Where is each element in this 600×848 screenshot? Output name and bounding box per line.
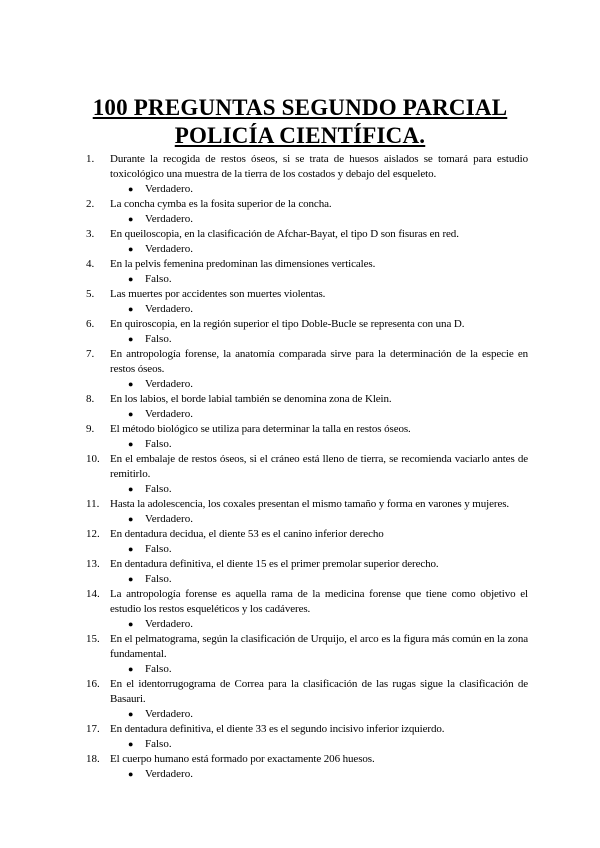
question-item xyxy=(0,632,600,677)
answer-row xyxy=(0,662,600,677)
question-number: 14. xyxy=(86,588,100,600)
bullet-icon: ● xyxy=(128,619,134,629)
question-number: 7. xyxy=(86,348,95,360)
question-item xyxy=(0,587,600,632)
question-text: En el embalaje de restos óseos, si el cráneo está lleno de tierra, se recomienda vaciarlo antes de remitirlo. xyxy=(110,453,528,480)
question-text: En los labios, el borde labial también se denomina zona de Klein. xyxy=(110,393,392,405)
answer-row xyxy=(0,542,600,557)
bullet-icon: ● xyxy=(128,379,134,389)
question-number: 8. xyxy=(86,393,95,405)
question-item xyxy=(0,152,600,197)
question-number: 9. xyxy=(86,423,95,435)
answer-row xyxy=(0,617,600,632)
question-text: La concha cymba es la fosita superior de la concha. xyxy=(110,198,332,210)
bullet-icon: ● xyxy=(128,739,134,749)
question-item xyxy=(0,752,600,782)
answer-text: Verdadero. xyxy=(145,513,193,525)
question-item xyxy=(0,317,600,347)
bullet-icon: ● xyxy=(128,544,134,554)
question-item xyxy=(0,392,600,422)
answer-row xyxy=(0,707,600,722)
document-title-line-1: 100 PREGUNTAS SEGUNDO PARCIAL xyxy=(92,95,508,120)
answer-row xyxy=(0,482,600,497)
question-number: 13. xyxy=(86,558,100,570)
question-item xyxy=(0,257,600,287)
question-text: En el pelmatograma, según la clasificación de Urquijo, el arco es la figura más común en la zona fundamental. xyxy=(110,633,528,660)
question-text: Las muertes por accidentes son muertes violentas. xyxy=(110,288,326,300)
answer-text: Falso. xyxy=(145,438,172,450)
question-text: En dentadura definitiva, el diente 15 es el primer premolar superior derecho. xyxy=(110,558,439,570)
question-text: El método biológico se utiliza para determinar la talla en restos óseos. xyxy=(110,423,411,435)
answer-row xyxy=(0,512,600,527)
question-item xyxy=(0,287,600,317)
question-number: 16. xyxy=(86,678,100,690)
question-number: 15. xyxy=(86,633,100,645)
document-title-line-2: POLICÍA CIENTÍFICA. xyxy=(174,123,426,148)
question-text: En antropología forense, la anatomía comparada sirve para la determinación de la especie en restos óseos. xyxy=(110,348,528,375)
question-number: 11. xyxy=(86,498,100,510)
bullet-icon: ● xyxy=(128,409,134,419)
bullet-icon: ● xyxy=(128,334,134,344)
answer-text: Falso. xyxy=(145,273,172,285)
question-item xyxy=(0,197,600,227)
answer-text: Verdadero. xyxy=(145,183,193,195)
question-number: 10. xyxy=(86,453,100,465)
bullet-icon: ● xyxy=(128,514,134,524)
answer-text: Verdadero. xyxy=(145,408,193,420)
answer-text: Verdadero. xyxy=(145,213,193,225)
question-number: 18. xyxy=(86,753,100,765)
bullet-icon: ● xyxy=(128,304,134,314)
question-number: 12. xyxy=(86,528,100,540)
answer-row xyxy=(0,407,600,422)
bullet-icon: ● xyxy=(128,709,134,719)
answer-text: Verdadero. xyxy=(145,768,193,780)
bullet-icon: ● xyxy=(128,484,134,494)
answer-text: Falso. xyxy=(145,543,172,555)
answer-row xyxy=(0,767,600,782)
bullet-icon: ● xyxy=(128,274,134,284)
question-text: Hasta la adolescencia, los coxales presentan el mismo tamaño y forma en varones y mujeres. xyxy=(110,498,510,510)
answer-text: Verdadero. xyxy=(145,708,193,720)
question-number: 3. xyxy=(86,228,95,240)
answer-text: Verdadero. xyxy=(145,303,193,315)
bullet-icon: ● xyxy=(128,244,134,254)
question-item xyxy=(0,347,600,392)
answer-row xyxy=(0,572,600,587)
answer-text: Falso. xyxy=(145,483,172,495)
answer-row xyxy=(0,377,600,392)
question-list xyxy=(0,152,600,782)
question-item xyxy=(0,422,600,452)
bullet-icon: ● xyxy=(128,664,134,674)
question-item xyxy=(0,677,600,722)
question-text: La antropología forense es aquella rama de la medicina forense que tiene como objetivo el estudio los restos esqueléticos y los cadáveres. xyxy=(110,588,528,615)
answer-text: Falso. xyxy=(145,738,172,750)
question-number: 6. xyxy=(86,318,95,330)
question-item xyxy=(0,527,600,557)
question-number: 2. xyxy=(86,198,95,210)
answer-row xyxy=(0,272,600,287)
question-item xyxy=(0,557,600,587)
answer-row xyxy=(0,182,600,197)
answer-row xyxy=(0,212,600,227)
question-item xyxy=(0,227,600,257)
answer-row xyxy=(0,332,600,347)
bullet-icon: ● xyxy=(128,574,134,584)
question-item xyxy=(0,722,600,752)
bullet-icon: ● xyxy=(128,769,134,779)
question-text: Durante la recogida de restos óseos, si se trata de huesos aislados se tomará para estudio toxicológico una muestra de la tierra de los costados y debajo del esqueleto. xyxy=(110,153,528,180)
question-text: El cuerpo humano está formado por exactamente 206 huesos. xyxy=(110,753,375,765)
question-text: En dentadura definitiva, el diente 33 es el segundo incisivo inferior izquierdo. xyxy=(110,723,445,735)
question-text: En la pelvis femenina predominan las dimensiones verticales. xyxy=(110,258,376,270)
answer-row xyxy=(0,242,600,257)
question-text: En queiloscopia, en la clasificación de Afchar-Bayat, el tipo D son fisuras en red. xyxy=(110,228,459,240)
answer-text: Falso. xyxy=(145,663,172,675)
answer-text: Verdadero. xyxy=(145,378,193,390)
answer-text: Falso. xyxy=(145,573,172,585)
question-text: En dentadura decidua, el diente 53 es el canino inferior derecho xyxy=(110,528,384,540)
answer-text: Verdadero. xyxy=(145,243,193,255)
question-item xyxy=(0,497,600,527)
answer-row xyxy=(0,737,600,752)
answer-row xyxy=(0,302,600,317)
question-item xyxy=(0,452,600,497)
answer-text: Falso. xyxy=(145,333,172,345)
question-number: 5. xyxy=(86,288,95,300)
question-text: En quiroscopia, en la región superior el tipo Doble-Bucle se representa con una D. xyxy=(110,318,465,330)
question-number: 17. xyxy=(86,723,100,735)
question-number: 4. xyxy=(86,258,95,270)
answer-text: Verdadero. xyxy=(145,618,193,630)
bullet-icon: ● xyxy=(128,184,134,194)
bullet-icon: ● xyxy=(128,214,134,224)
bullet-icon: ● xyxy=(128,439,134,449)
answer-row xyxy=(0,437,600,452)
question-text: En el identorrugograma de Correa para la clasificación de las rugas sigue la clasificación de Basauri. xyxy=(110,678,528,705)
question-number: 1. xyxy=(86,153,95,165)
